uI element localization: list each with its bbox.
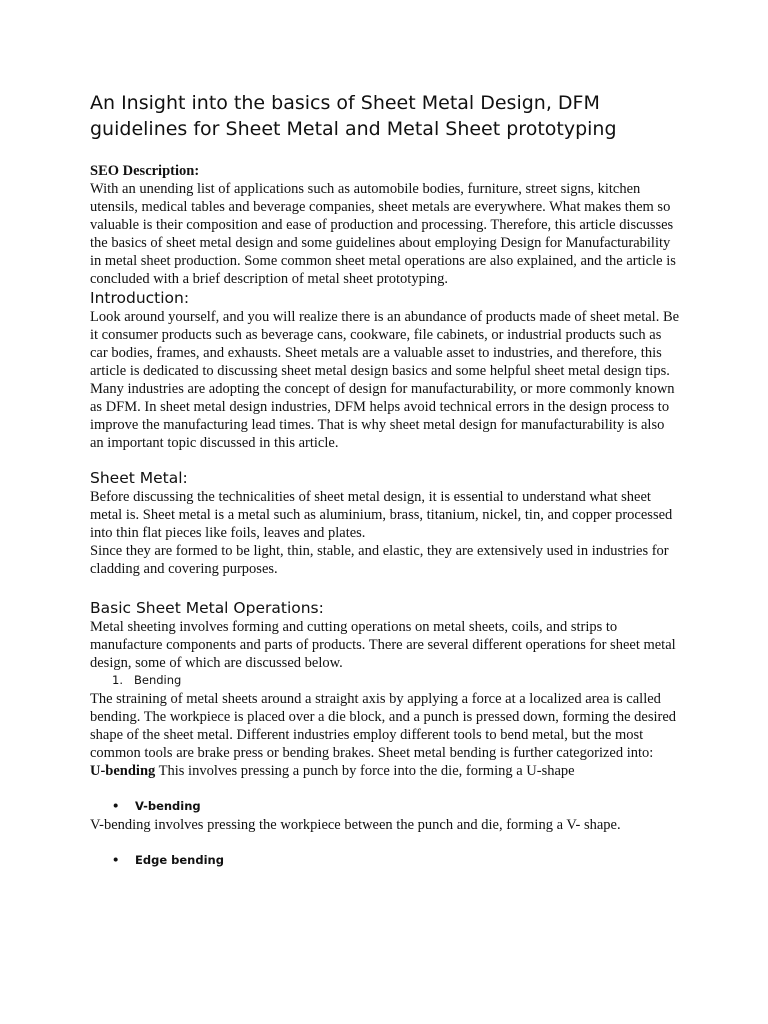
list-number: 1. <box>112 673 123 687</box>
bending-paragraph: The straining of metal sheets around a straight axis by applying a force at a localized area is called bending. The workpiece is placed over a die block, and a punch is pressed down, forming the desired shape of the sheet metal. Different industries employ different tools to bend metal, but the most common tools are brake press or bending brakes. Sheet metal bending is further categorized into: <box>90 691 677 761</box>
sheet-metal-paragraph-2: Since they are formed to be light, thin, stable, and elastic, they are extensively used in industries for cladding and covering purposes. <box>90 543 669 577</box>
list-item-v-bending <box>112 798 680 814</box>
list-item-bending <box>112 672 680 688</box>
list-item-label: Bending <box>134 673 182 687</box>
u-bending-text: This involves pressing a punch by force into the die, forming a U-shape <box>155 763 575 779</box>
operations-paragraph: Metal sheeting involves forming and cutting operations on metal sheets, coils, and strips to manufacture components and parts of products. There are several different operations for sheet metal design, some of which are discussed below. <box>90 619 676 671</box>
u-bending-paragraph <box>90 762 680 780</box>
v-bending-paragraph: V-bending involves pressing the workpiece between the punch and die, forming a V- shape. <box>90 817 621 833</box>
bullet-icon: • <box>112 853 120 867</box>
list-item-edge-bending <box>112 852 680 868</box>
sheet-metal-paragraph-1: Before discussing the technicalities of sheet metal design, it is essential to understand what sheet metal is. Sheet metal is a metal such as aluminium, brass, titanium, nickel, tin, and copper processed into thin flat pieces like foils, leaves and plates. <box>90 489 673 541</box>
document-page <box>90 90 680 870</box>
seo-heading: SEO Description: <box>90 163 200 179</box>
operations-heading: Basic Sheet Metal Operations: <box>90 599 324 617</box>
sheet-metal-heading: Sheet Metal: <box>90 469 188 487</box>
seo-paragraph: With an unending list of applications such as automobile bodies, furniture, street signs, kitchen utensils, medical tables and beverage companies, sheet metals are everywhere. What makes them so valuable is their composition and ease of production and processing. Therefore, this article discusses the basics of sheet metal design and some guidelines about employing Design for Manufacturability in metal sheet production. Some common sheet metal operations are also explained, and the article is concluded with a brief description of metal sheet prototyping. <box>90 181 676 287</box>
list-item-label: V-bending <box>135 799 201 813</box>
bullet-icon: • <box>112 799 120 813</box>
u-bending-label: U-bending <box>90 763 156 779</box>
introduction-paragraph-2: Many industries are adopting the concept of design for manufacturability, or more commonly known as DFM. In sheet metal design industries, DFM helps avoid technical errors in the design process to improve the manufacturing lead times. That is why sheet metal design for manufacturability is also an important topic discussed in this article. <box>90 381 675 451</box>
introduction-paragraph-1: Look around yourself, and you will realize there is an abundance of products made of sheet metal. Be it consumer products such as beverage cans, cookware, file cabinets, or industrial products such as car bodies, frames, and exhausts. Sheet metals are a valuable asset to industries, and therefore, this article is dedicated to discussing sheet metal design basics and some helpful sheet metal design tips. <box>90 309 680 379</box>
page-title: An Insight into the basics of Sheet Metal Design, DFM guidelines for Sheet Metal and Metal Sheet prototyping <box>90 92 617 140</box>
list-item-label: Edge bending <box>135 853 224 867</box>
introduction-heading: Introduction: <box>90 289 190 307</box>
